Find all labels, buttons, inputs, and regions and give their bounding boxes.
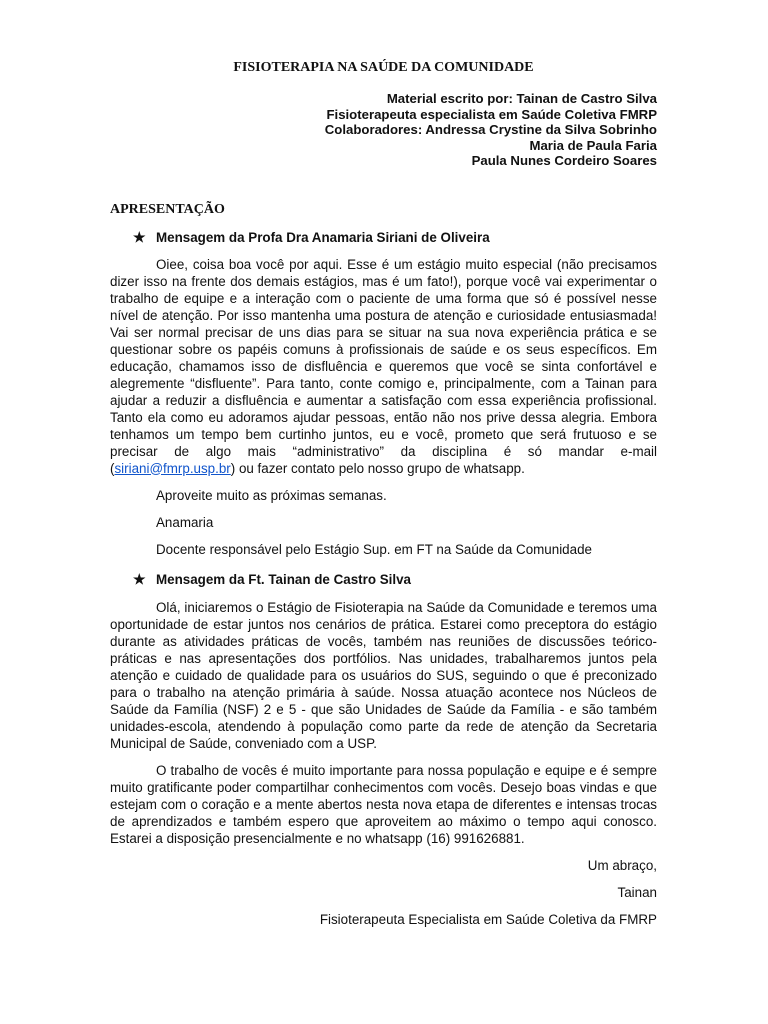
message2-heading-text: Mensagem da Ft. Tainan de Castro Silva — [156, 571, 411, 587]
message1-paragraph — [110, 256, 657, 477]
message1-role: Docente responsável pelo Estágio Sup. em FT na Saúde da Comunidade — [156, 541, 592, 557]
author-line: Maria de Paula Faria — [529, 137, 657, 153]
star-icon: ★ — [133, 228, 146, 245]
message1-heading — [133, 228, 657, 247]
document-content — [110, 56, 657, 928]
message1-line: Aproveite muito as próximas semanas. — [156, 487, 387, 503]
email-link[interactable]: siriani@fmrp.usp.br — [114, 460, 231, 476]
section-heading: APRESENTAÇÃO — [110, 201, 225, 217]
message1-paragraph-text: Oiee, coisa boa você por aqui. Esse é um estágio muito especial (não precisamos dizer isso na frente dos demais estágios, mas é um fato!), porque você vai experimentar o trabalho de equipe e a interação com o paciente de uma forma que só é possível nesse nível de atenção. Por isso mantenha uma postura de atenção e curiosidade entusiasmada! Vai ser normal precisar de uns dias para se situar na sua nova experiência prática e se questionar sobre os papéis comuns à profissionais de saúde e os seus específicos. Em educação, chamamos isso de disfluência e queremos que você se sinta confortável e alegremente “disfluente”. Para tanto, conte comigo e, principalmente, com a Tainan para ajudar a reduzir a disfluência e aumentar a satisfação com essa experiência profissional. Tanto ela como eu adoramos ajudar pessoas, então não nos prive dessa alegria. Embora tenhamos um tempo bem curtinho juntos, eu e você, prometo que será frutuoso e se precisar de algo mais “administrativo” da disciplina é só mandar e-mail ( — [110, 256, 657, 476]
author-line: Paula Nunes Cordeiro Soares — [471, 153, 657, 168]
authors-block — [110, 91, 657, 169]
closing-role: Fisioterapeuta Especialista em Saúde Coletiva da FMRP — [319, 911, 657, 927]
message1-signature: Anamaria — [156, 514, 214, 530]
author-line: Fisioterapeuta especialista em Saúde Coletiva FMRP — [326, 106, 657, 122]
star-icon: ★ — [133, 570, 146, 587]
message1-heading-text: Mensagem da Profa Dra Anamaria Siriani de Oliveira — [156, 229, 490, 245]
closing-name: Tainan — [617, 884, 657, 900]
message2-heading — [133, 570, 657, 589]
document-title: FISIOTERAPIA NA SAÚDE DA COMUNIDADE — [233, 60, 534, 75]
author-line: Colaboradores: Andressa Crystine da Silva Sobrinho — [324, 122, 657, 137]
message2-paragraph1: Olá, iniciaremos o Estágio de Fisioterapia na Saúde da Comunidade e teremos uma oportunidade de estar juntos nos cenários de prática. Estarei como preceptora do estágio durante as atividades práticas de vocês, também nas reuniões de discussões teórico-práticas e nas apresentações dos portfólios. Nas unidades, trabalharemos juntos pela atenção e cuidado de qualidade para os usuários do SUS, seguindo o que é preconizado para o trabalho na atenção primária à saúde. Nossa atuação acontece nos Núcleos de Saúde da Família (NSF) 2 e 5 - que são Unidades de Saúde da Família - e são também unidades-escola, atendendo à população como parte da rede de atenção da Secretaria Municipal de Saúde, conveniado com a USP. — [110, 599, 657, 751]
closing-text: Um abraço, — [587, 857, 657, 873]
message1-paragraph-end: ) ou fazer contato pelo nosso grupo de whatsapp. — [230, 460, 525, 476]
author-line: Material escrito por: Tainan de Castro Silva — [386, 91, 657, 106]
message2-paragraph2: O trabalho de vocês é muito importante para nossa população e equipe e é sempre muito gratificante poder compartilhar conhecimentos com vocês. Desejo boas vindas e que estejam com o coração e a mente abertos nesta nova etapa de diferentes e intensas trocas de aprendizados e também espero que aproveitem ao máximo o tempo aqui conosco. Estarei a disposição presencialmente e no whatsapp (16) 991626881. — [110, 762, 657, 846]
